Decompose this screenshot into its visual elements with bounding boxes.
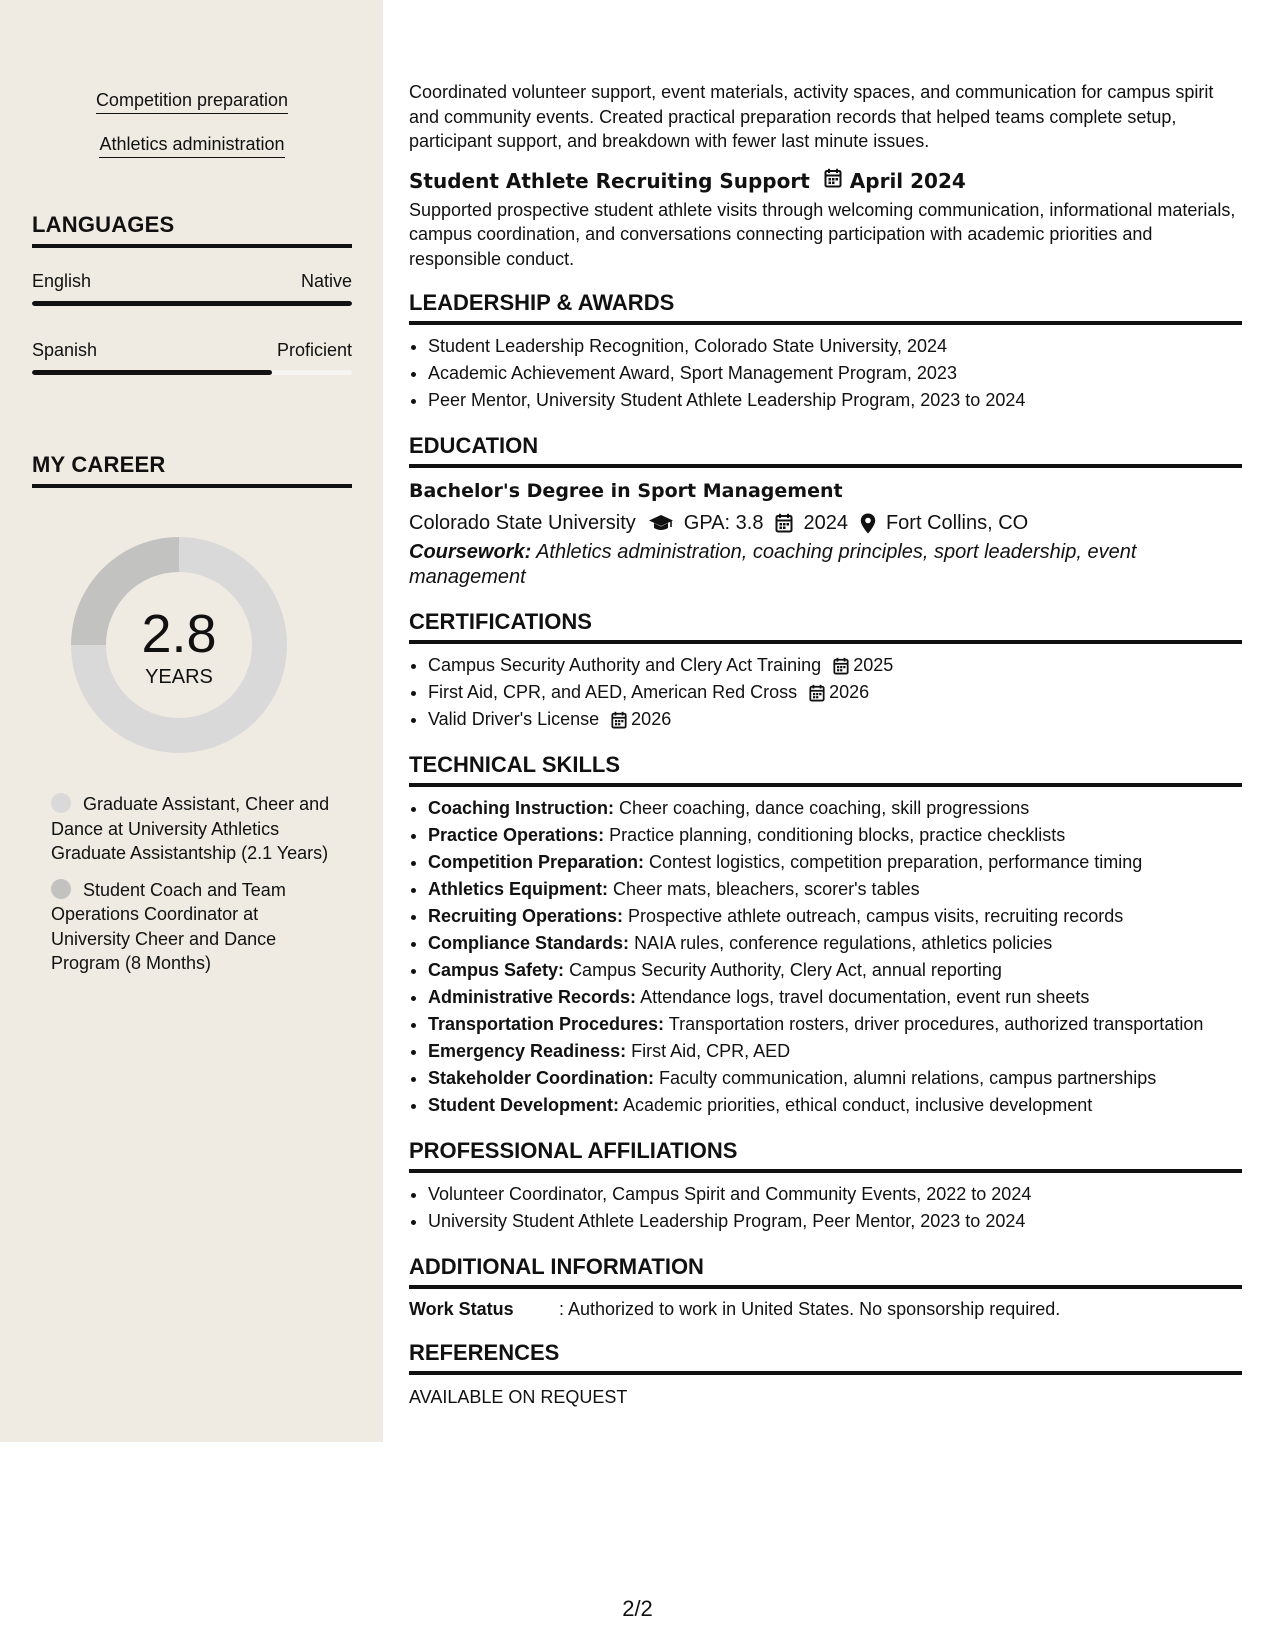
list-item: • Volunteer Coordinator, Campus Spirit and Community Events, 2022 to 2024 (428, 1181, 1242, 1208)
career-years-label: YEARS (145, 666, 213, 688)
certification-year: 2025 (853, 655, 894, 675)
coursework-value: Athletics administration, coaching principles, sport leadership, event management (409, 541, 1137, 588)
language-proficiency-fill (32, 370, 272, 375)
certification-year: 2026 (631, 709, 672, 729)
school-location: Fort Collins, CO (885, 512, 1029, 534)
skill-value: Practice planning, conditioning blocks, practice checklists (609, 825, 1066, 845)
list-item (428, 706, 1242, 733)
language-level: Native (300, 271, 352, 291)
skill-value: Academic priorities, ethical conduct, inclusive development (623, 1095, 1093, 1115)
list-item (428, 876, 1242, 903)
calendar-icon (611, 711, 627, 729)
skill-label: Emergency Readiness: (428, 1041, 627, 1061)
degree-title: Bachelor's Degree in Sport Management (409, 480, 843, 502)
skill-tag: Athletics administration (99, 132, 284, 158)
list-item: • Student Leadership Recognition, Colorado State University, 2024 (428, 333, 1242, 360)
skill-value: Cheer coaching, dance coaching, skill progressions (619, 798, 1030, 818)
calendar-icon (775, 513, 793, 533)
calendar-icon (810, 168, 850, 194)
skill-label: Transportation Procedures: (428, 1014, 665, 1034)
skills-list (409, 795, 1242, 1119)
experience-intro: Coordinated volunteer support, event materials, activity spaces, and communication for campus spirit and community events. Created practical preparation records that helped teams complete setup, participant support, and breakdown with fewer last minute issues. (409, 82, 1214, 151)
school-name: Colorado State University (409, 512, 636, 534)
list-item: • University Student Athlete Leadership Program, Peer Mentor, 2023 to 2024 (428, 1208, 1242, 1235)
affiliations-heading: PROFESSIONAL AFFILIATIONS (409, 1137, 1242, 1173)
skill-value: Faculty communication, alumni relations, campus partnerships (659, 1068, 1157, 1088)
language-level: Proficient (276, 340, 352, 360)
job-date: April 2024 (849, 168, 966, 193)
skill-label: Student Development: (428, 1095, 620, 1115)
certification-name: • First Aid, CPR, and AED, American Red Cross (428, 682, 798, 702)
skill-value: Transportation rosters, driver procedures, authorized transportation (668, 1014, 1204, 1034)
sidebar (0, 0, 383, 1442)
additional-info-heading: ADDITIONAL INFORMATION (409, 1253, 1242, 1289)
list-item (428, 903, 1242, 930)
list-item (428, 1038, 1242, 1065)
certification-name: • Campus Security Authority and Clery Act Training (428, 655, 822, 675)
references-heading: REFERENCES (409, 1339, 1242, 1375)
career-legend-dot (51, 793, 71, 813)
certifications-list (409, 652, 1242, 733)
skill-value: Prospective athlete outreach, campus visits, recruiting records (628, 906, 1124, 926)
list-item (428, 1092, 1242, 1119)
skill-label: Stakeholder Coordination: (428, 1068, 655, 1088)
career-section (32, 452, 352, 488)
work-status-value: : Authorized to work in United States. No sponsorship required. (559, 1299, 1061, 1319)
list-item: • Academic Achievement Award, Sport Management Program, 2023 (428, 360, 1242, 387)
skill-label: Athletics Equipment: (428, 879, 609, 899)
career-total-years: 2.8 (141, 604, 217, 664)
education-details (409, 508, 1242, 538)
language-entry (32, 270, 352, 306)
skill-label: Coaching Instruction: (428, 798, 614, 818)
language-name: Spanish (32, 340, 98, 360)
skill-value: NAIA rules, conference regulations, athletics policies (634, 933, 1053, 953)
certification-year: 2026 (829, 682, 870, 702)
certification-name: • Valid Driver's License (428, 709, 600, 729)
skill-value: Contest logistics, competition preparation, performance timing (649, 852, 1143, 872)
skill-tag: Competition preparation (96, 88, 288, 114)
coursework-label: Coursework: (409, 541, 532, 563)
list-item (428, 679, 1242, 706)
job-title-row (409, 168, 1242, 194)
skill-tags (32, 88, 352, 176)
career-legend-dot (51, 879, 71, 899)
career-item-text: Student Coach and Team Operations Coordinator at University Cheer and Dance Program (8 Months) (51, 879, 286, 973)
list-item (428, 795, 1242, 822)
job-description: Supported prospective student athlete visits through welcoming communication, informational materials, campus coordination, and conversations connecting participation with academic priorities and responsible conduct. (409, 199, 1236, 269)
skill-value: Attendance logs, travel documentation, event run sheets (640, 987, 1090, 1007)
list-item (428, 957, 1242, 984)
skill-value: Cheer mats, bleachers, scorer's tables (613, 879, 920, 899)
skill-label: Administrative Records: (428, 987, 637, 1007)
page-number: 2/2 (622, 1596, 653, 1621)
skill-label: Campus Safety: (428, 960, 565, 980)
language-proficiency-bar (32, 301, 352, 306)
list-item (428, 1011, 1242, 1038)
languages-section (32, 212, 352, 375)
career-donut-chart (66, 532, 292, 758)
calendar-icon (809, 684, 825, 702)
list-item (428, 930, 1242, 957)
certifications-heading: CERTIFICATIONS (409, 608, 1242, 644)
references-text: AVAILABLE ON REQUEST (409, 1387, 628, 1407)
main-content (409, 80, 1242, 1409)
leadership-list (409, 333, 1242, 414)
list-item (428, 1065, 1242, 1092)
language-proficiency-fill (32, 301, 352, 306)
skill-label: Compliance Standards: (428, 933, 630, 953)
language-name: English (32, 271, 92, 291)
list-item (428, 822, 1242, 849)
leadership-heading: LEADERSHIP & AWARDS (409, 289, 1242, 325)
skill-label: Practice Operations: (428, 825, 605, 845)
career-item (51, 792, 336, 866)
affiliations-list (409, 1181, 1242, 1235)
graduation-year: 2024 (803, 512, 848, 534)
list-item (428, 849, 1242, 876)
list-item (428, 984, 1242, 1011)
skill-label: Recruiting Operations: (428, 906, 624, 926)
work-status-label: Work Status (409, 1299, 514, 1319)
career-item (51, 878, 336, 976)
languages-heading: LANGUAGES (32, 212, 352, 248)
work-status-row (409, 1297, 1242, 1321)
skill-value: Campus Security Authority, Clery Act, annual reporting (569, 960, 1002, 980)
map-pin-icon (860, 513, 876, 534)
career-heading: MY CAREER (32, 452, 352, 488)
graduation-cap-icon (648, 514, 674, 532)
education-heading: EDUCATION (409, 432, 1242, 468)
language-proficiency-bar (32, 370, 352, 375)
skill-label: Competition Preparation: (428, 852, 645, 872)
job-title: Student Athlete Recruiting Support (409, 168, 810, 193)
skills-heading: TECHNICAL SKILLS (409, 751, 1242, 787)
list-item (428, 652, 1242, 679)
career-list (51, 792, 336, 988)
calendar-icon (833, 657, 849, 675)
coursework (409, 540, 1242, 590)
list-item: • Peer Mentor, University Student Athlete Leadership Program, 2023 to 2024 (428, 387, 1242, 414)
career-item-text: Graduate Assistant, Cheer and Dance at University Athletics Graduate Assistantship (2.1 Years) (51, 794, 330, 863)
language-entry (32, 339, 352, 375)
skill-value: First Aid, CPR, AED (631, 1041, 791, 1061)
gpa: GPA: 3.8 (683, 512, 764, 534)
